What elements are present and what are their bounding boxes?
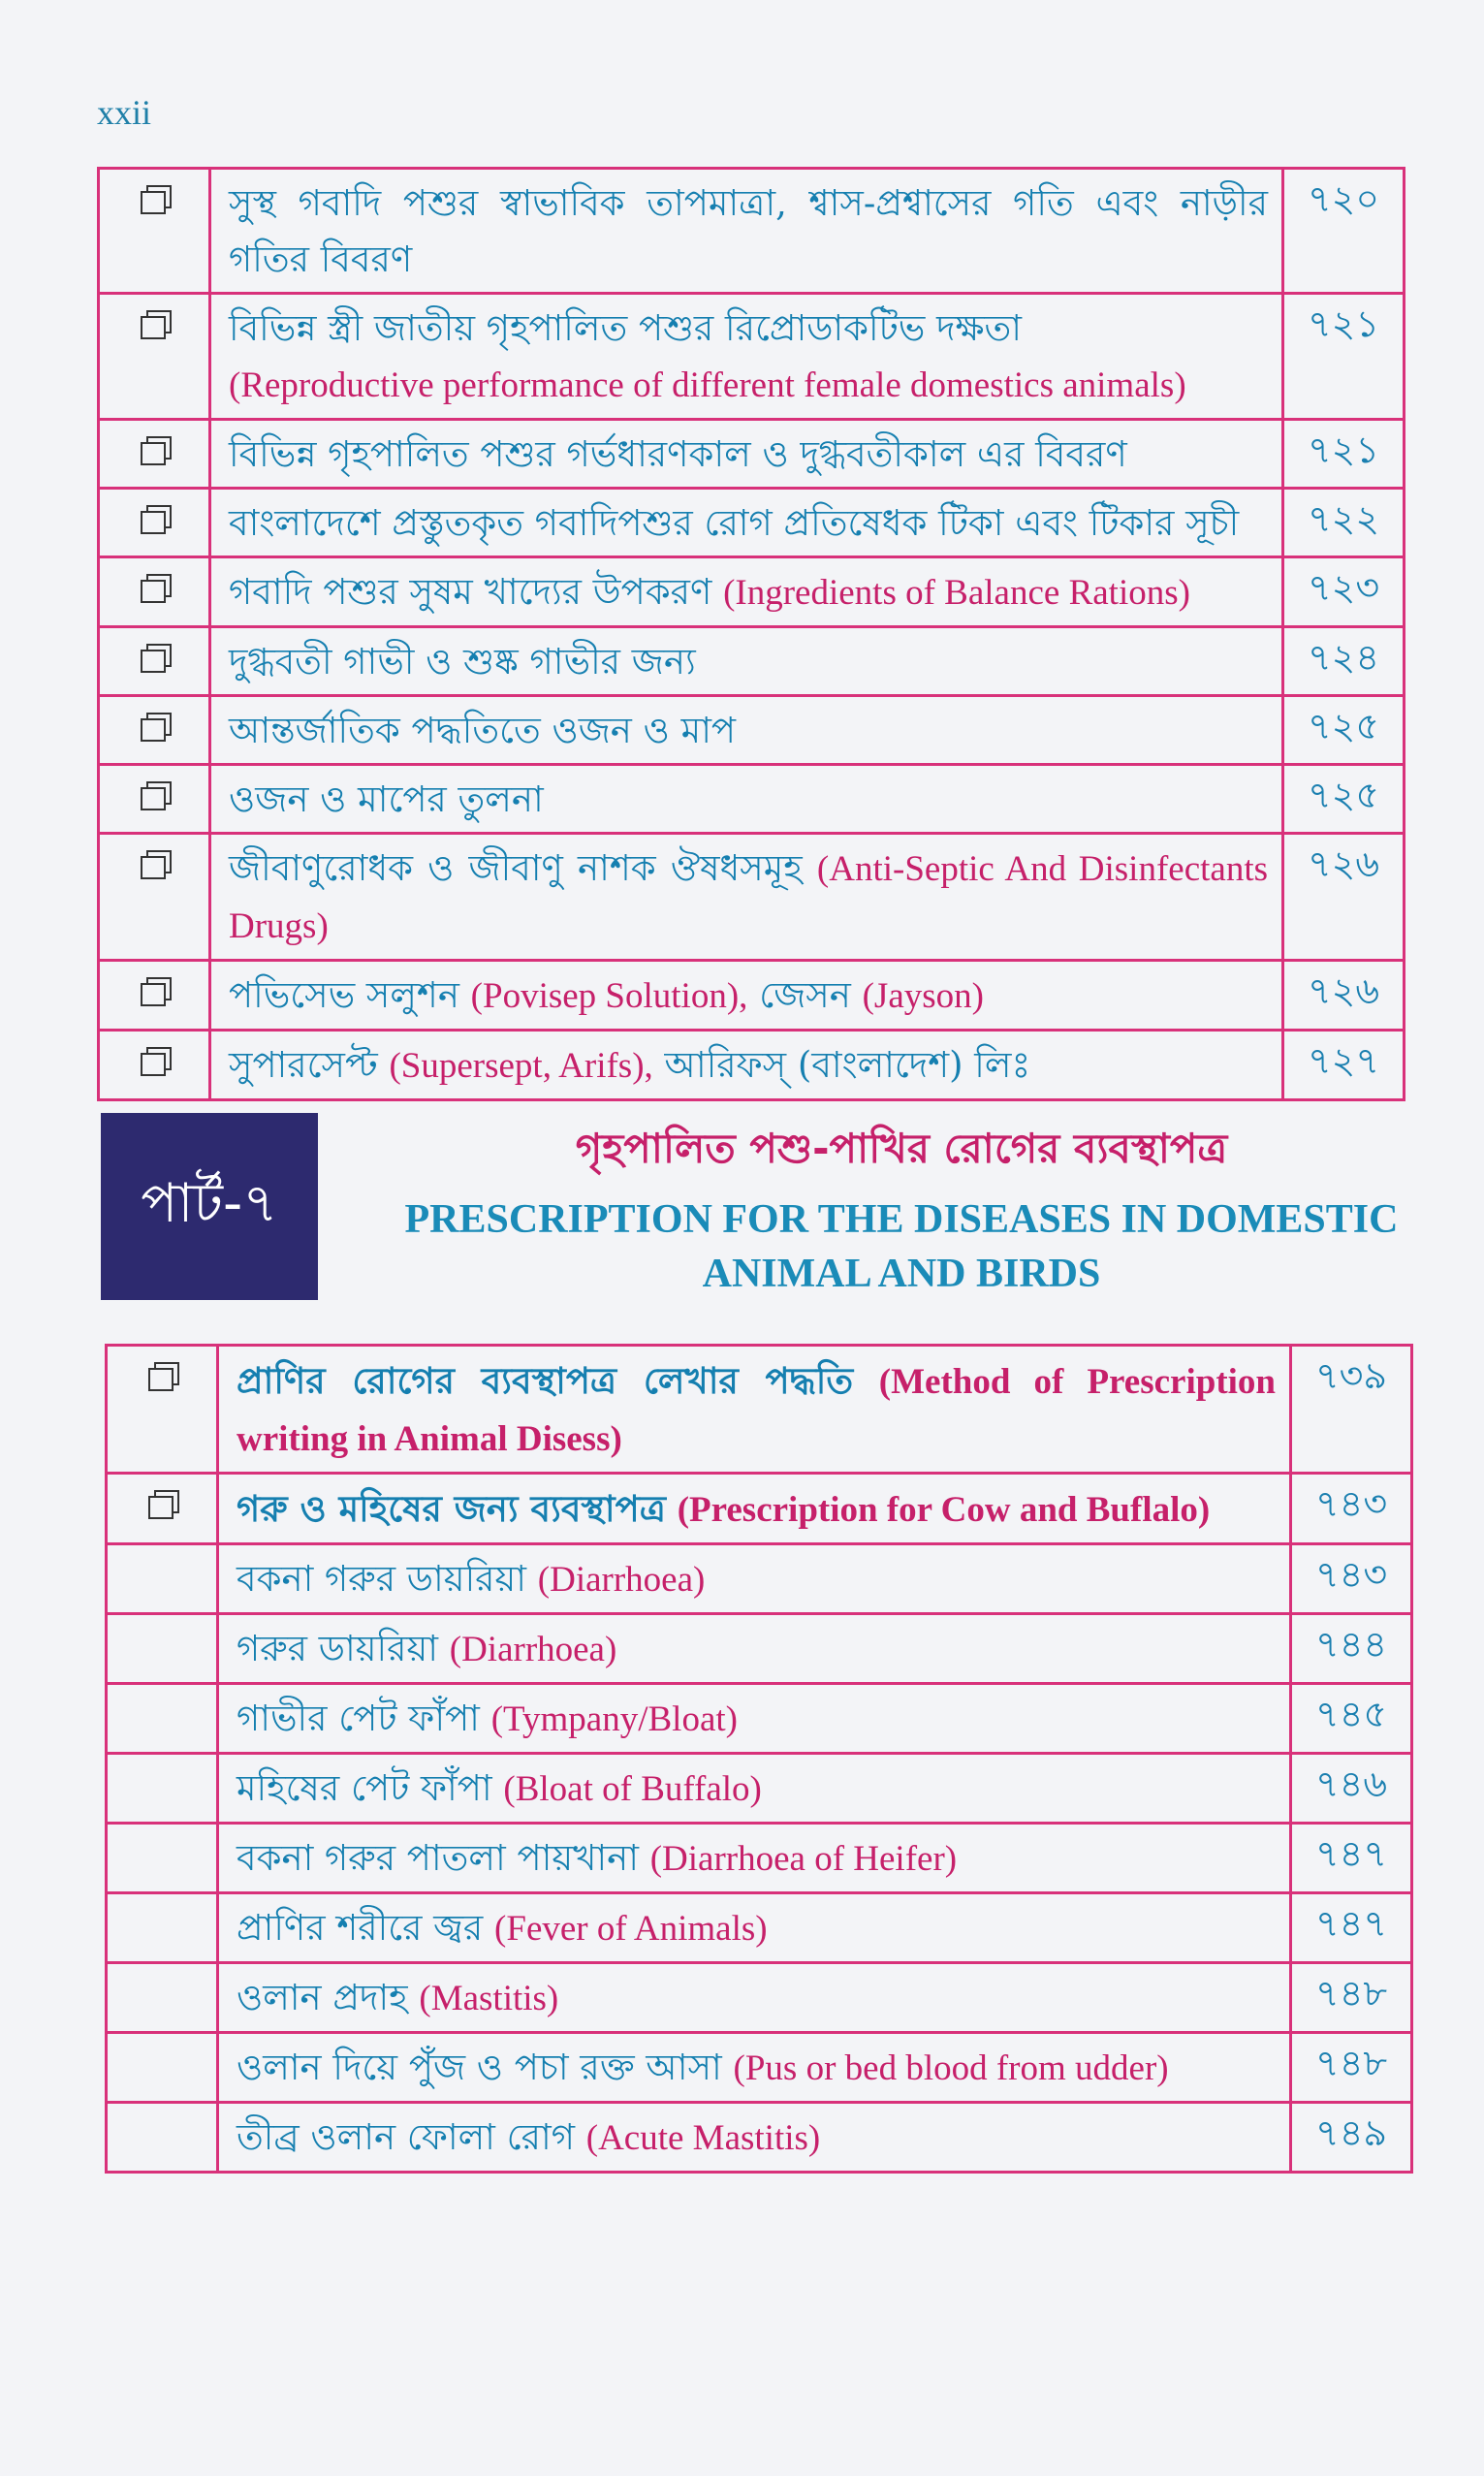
part-label: পার্ট-৭: [101, 1113, 318, 1300]
toc-row[interactable]: [107, 1544, 1412, 1614]
toc-row[interactable]: [107, 1346, 1412, 1474]
toc-entry-english: (Diarrhoea): [537, 1560, 706, 1600]
toc-entry-title: তীব্র ওলান ফোলা রোগ: [237, 2116, 575, 2158]
toc-row[interactable]: [99, 627, 1405, 696]
toc-page-number: ৭৪৭: [1291, 1824, 1412, 1893]
toc-page-number: ৭৪৪: [1291, 1614, 1412, 1684]
toc-row[interactable]: [107, 2103, 1412, 2173]
toc-page-number: ৭২৩: [1283, 557, 1405, 627]
toc-entry-english: (Acute Mastitis): [585, 2118, 821, 2158]
toc-entry-title: সুস্থ গবাদি পশুর স্বাভাবিক তাপমাত্রা, শ্বাস-প্রশ্বাসের গতি এবং নাড়ীর গতির বিবরণ: [229, 182, 1268, 280]
toc-page-number: ৭৪৮: [1291, 1963, 1412, 2033]
toc-entry-title: বিভিন্ন স্ত্রী জাতীয় গৃহপালিত পশুর রিপ্রোডাকটিভ দক্ষতা: [229, 307, 1023, 349]
toc-row[interactable]: [99, 489, 1405, 557]
toc-row[interactable]: [107, 1754, 1412, 1824]
book-icon: [141, 781, 168, 807]
toc-entry-english: (Method of Prescription writing in Animal Disess): [237, 1362, 1277, 1459]
book-icon: [141, 850, 168, 875]
toc-entry-title: প্রাণির শরীরে জ্বর: [237, 1907, 484, 1949]
toc-row[interactable]: [99, 765, 1405, 834]
toc-entry-english: (Reproductive performance of different female domestics animals): [229, 365, 1186, 405]
toc-page-number: ৭৪৫: [1291, 1684, 1412, 1754]
toc-page-number: ৭২৬: [1283, 961, 1405, 1031]
book-icon: [148, 1362, 175, 1387]
toc-entry-title: বিভিন্ন গৃহপালিত পশুর গর্ভধারণকাল ও দুগ্ধবতীকাল এর বিবরণ: [229, 433, 1127, 475]
toc-page-number: ৭৪৯: [1291, 2103, 1412, 2173]
toc-entry-title: মহিষের পেট ফাঁপা: [237, 1767, 492, 1809]
toc-entry-title: বকনা গরুর ডায়রিয়া: [237, 1558, 527, 1600]
book-icon: [141, 1047, 168, 1072]
book-icon: [141, 310, 168, 335]
toc-row[interactable]: [99, 1031, 1405, 1100]
toc-page-number: ৭৪৩: [1291, 1474, 1412, 1544]
toc-entry-english: (Mastitis): [419, 1979, 559, 2018]
toc-page-number: ৭২১: [1283, 420, 1405, 489]
toc-entry-title: জীবাণুরোধক ও জীবাণু নাশক ঔষধসমূহ: [229, 847, 803, 889]
toc-page-number: ৭৪৭: [1291, 1893, 1412, 1963]
toc-page-number: ৭২২: [1283, 489, 1405, 557]
book-icon: [141, 644, 168, 669]
part-title-bangla: গৃহপালিত পশু-পাখির রোগের ব্যবস্থাপত্র: [575, 1125, 1228, 1172]
toc-entry-title: ওলান প্রদাহ: [237, 1977, 408, 2018]
toc-entry-english-2: (বাংলাদেশ) লিঃ: [797, 1044, 1031, 1086]
toc-entry-title: সুপারসেপ্ট: [229, 1044, 378, 1086]
toc-entry-english: (Tympany/Bloat): [490, 1699, 738, 1739]
toc-entry-title: প্রাণির রোগের ব্যবস্থাপত্র লেখার পদ্ধতি: [237, 1359, 854, 1402]
toc-entry-title: দুগ্ধবতী গাভী ও শুষ্ক গাভীর জন্য: [229, 641, 696, 682]
toc-row[interactable]: [107, 1614, 1412, 1684]
toc-entry-english: (Diarrhoea of Heifer): [649, 1839, 958, 1879]
toc-page-number: ৭২৫: [1283, 696, 1405, 765]
toc-page-number: ৭২৪: [1283, 627, 1405, 696]
toc-row[interactable]: [107, 1684, 1412, 1754]
toc-row[interactable]: [99, 696, 1405, 765]
toc-table-bottom: [105, 1344, 1413, 2174]
toc-row[interactable]: [107, 1824, 1412, 1893]
book-icon: [141, 436, 168, 461]
toc-row[interactable]: [107, 1893, 1412, 1963]
toc-table-top: [97, 167, 1405, 1101]
toc-row[interactable]: [99, 169, 1405, 294]
toc-page-number: ৭২০: [1283, 169, 1405, 294]
book-icon: [141, 185, 168, 210]
toc-page-number: ৭২৬: [1283, 834, 1405, 961]
toc-entry-english: (Anti-Septic And Disinfectants Drugs): [229, 849, 1269, 946]
toc-row[interactable]: [99, 557, 1405, 627]
book-icon: [148, 1490, 175, 1515]
toc-entry-english: (Supersept, Arifs),: [389, 1046, 653, 1086]
toc-entry-english: (Fever of Animals): [494, 1909, 768, 1949]
page-number: xxii: [97, 93, 152, 132]
toc-page-number: ৭৪৩: [1291, 1544, 1412, 1614]
toc-entry-title: গবাদি পশুর সুষম খাদ্যের উপকরণ: [229, 571, 712, 613]
toc-row[interactable]: [107, 1963, 1412, 2033]
toc-entry-title: পভিসেভ সলুশন: [229, 974, 459, 1016]
toc-page-number: ৭২১: [1283, 294, 1405, 420]
toc-page-number: ৭৪৬: [1291, 1754, 1412, 1824]
toc-entry-english: (Diarrhoea): [449, 1630, 617, 1669]
toc-entry-english: (Povisep Solution),: [470, 976, 748, 1016]
toc-entry-title: গরু ও মহিষের জন্য ব্যবস্থাপত্র: [237, 1487, 666, 1530]
toc-entry-title: গরুর ডায়রিয়া: [237, 1628, 438, 1669]
part-title-english: PRESCRIPTION FOR THE DISEASES IN DOMESTIC ANIMAL AND BIRDS: [404, 1197, 1399, 1296]
toc-entry-title: আন্তর্জাতিক পদ্ধতিতে ওজন ও মাপ: [229, 710, 737, 751]
toc-entry-english-2: (Jayson): [862, 976, 984, 1016]
toc-row[interactable]: [99, 420, 1405, 489]
book-icon: [141, 574, 168, 599]
toc-entry-english: (Bloat of Buffalo): [503, 1769, 762, 1809]
toc-row[interactable]: [99, 294, 1405, 420]
toc-row[interactable]: [107, 2033, 1412, 2103]
toc-entry-title-2: আরিফস্: [664, 1044, 787, 1086]
toc-row[interactable]: [107, 1474, 1412, 1544]
toc-row[interactable]: [99, 961, 1405, 1031]
book-icon: [141, 505, 168, 530]
toc-entry-title-2: জেসন: [759, 974, 851, 1016]
toc-entry-english: (Prescription for Cow and Buflalo): [677, 1490, 1211, 1530]
book-icon: [141, 977, 168, 1002]
toc-entry-english: (Pus or bed blood from udder): [733, 2048, 1169, 2088]
toc-entry-english: (Ingredients of Balance Rations): [723, 573, 1190, 613]
toc-page-number: ৭৩৯: [1291, 1346, 1412, 1474]
toc-entry-title: ওলান দিয়ে পুঁজ ও পচা রক্ত আসা: [237, 2047, 722, 2088]
toc-entry-title: ওজন ও মাপের তুলনা: [229, 778, 544, 820]
book-icon: [141, 713, 168, 738]
toc-page-number: ৭২৫: [1283, 765, 1405, 834]
toc-entry-title: বাংলাদেশে প্রস্তুতকৃত গবাদিপশুর রোগ প্রতিষেধক টিকা এবং টিকার সূচী: [229, 502, 1240, 544]
toc-page-number: ৭২৭: [1283, 1031, 1405, 1100]
toc-page-number: ৭৪৮: [1291, 2033, 1412, 2103]
toc-row[interactable]: [99, 834, 1405, 961]
toc-entry-title: গাভীর পেট ফাঁপা: [237, 1698, 480, 1739]
toc-entry-title: বকনা গরুর পাতলা পায়খানা: [237, 1837, 639, 1879]
